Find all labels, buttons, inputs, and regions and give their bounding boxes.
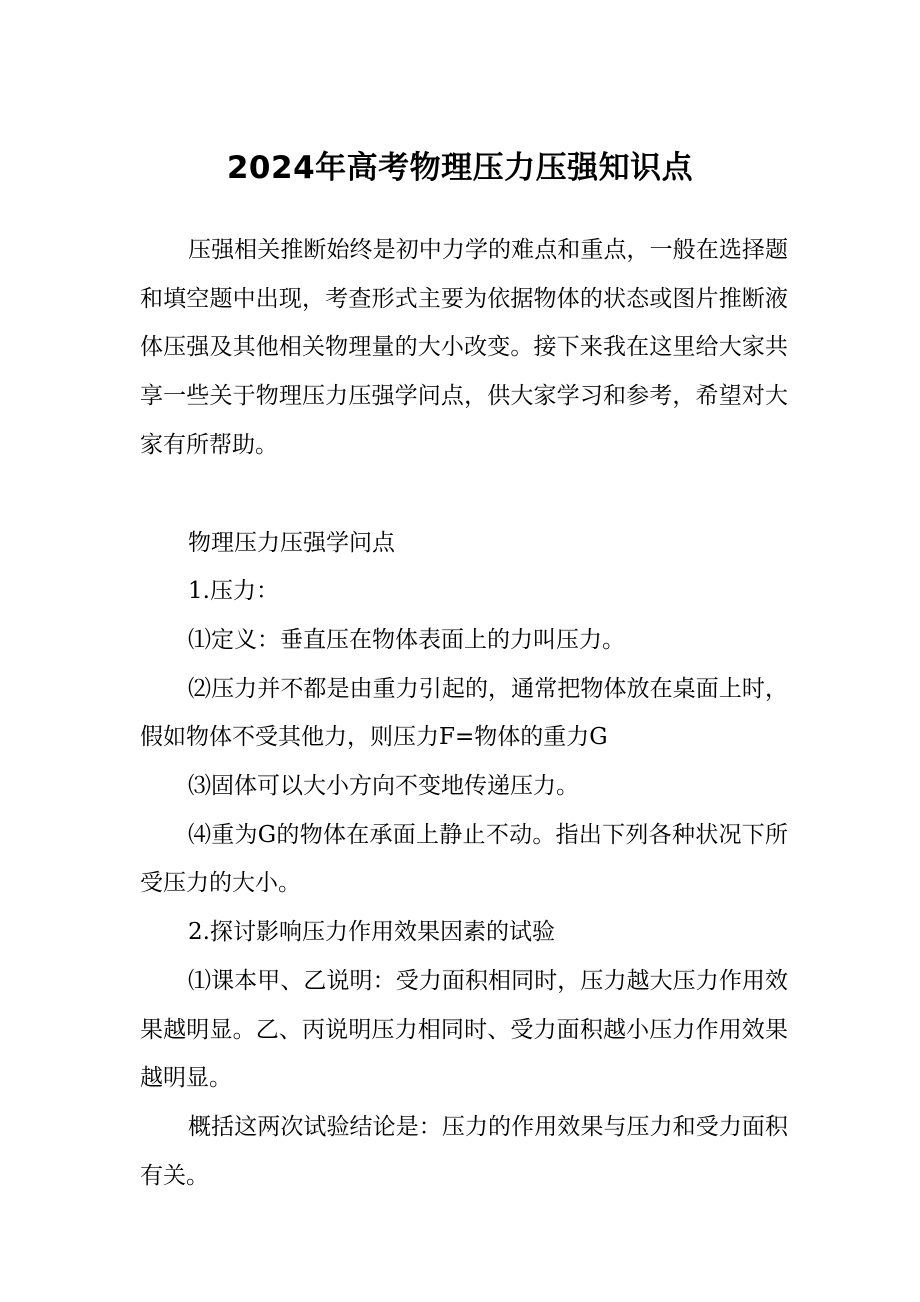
paragraph-pressure-definition: ⑴定义：垂直压在物体表面上的力叫压力。	[188, 626, 625, 653]
paragraph-pressure-gravity: ⑵压力并不都是由重力引起的，通常把物体放在桌面上时，假如物体不受其他力，则压力F=物体的重力G	[140, 675, 788, 751]
paragraph-experiment-explanation: ⑴课本甲、乙说明：受力面积相同时，压力越大压力作用效果越明显。乙、丙说明压力相同时、受力面积越小压力作用效果越明显。	[140, 967, 788, 1092]
paragraph-experiment-conclusion: 概括这两次试验结论是：压力的作用效果与压力和受力面积有关。	[140, 1113, 788, 1189]
intro-paragraph: 压强相关推断始终是初中力学的难点和重点，一般在选择题和填空题中出现，考查形式主要为依据物体的状态或图片推断液体压强及其他相关物理量的大小改变。接下来我在这里给大家共享一些关于物理压力压强学问点，供大家学习和参考，希望对大家有所帮助。	[140, 237, 788, 458]
document-body	[140, 226, 788, 1200]
paragraph-pressure-heading: 1.压力：	[188, 578, 279, 605]
section-heading: 物理压力压强学问点	[188, 529, 395, 556]
document-title: 2024年高考物理压力压强知识点	[226, 150, 694, 186]
paragraph-spacer	[140, 470, 788, 519]
paragraph-pressure-transmission: ⑶固体可以大小方向不变地传递压力。	[188, 773, 579, 800]
paragraph-experiment-heading: 2.探讨影响压力作用效果因素的试验	[188, 919, 555, 946]
paragraph-pressure-cases: ⑷重为G的物体在承面上静止不动。指出下列各种状况下所受压力的大小。	[140, 821, 788, 897]
